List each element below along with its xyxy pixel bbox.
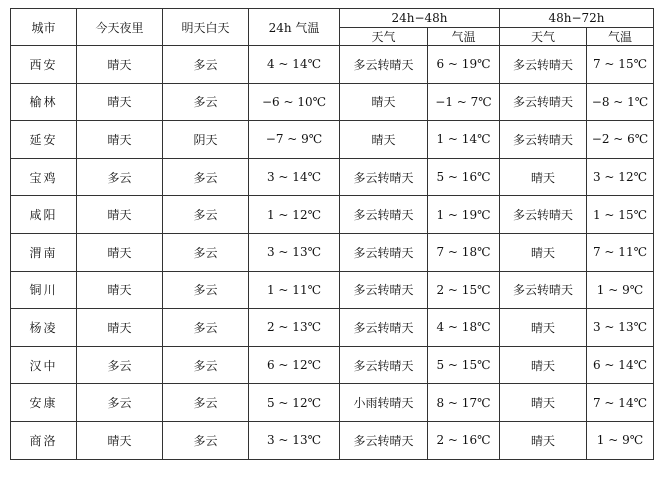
cell-temp-72h: 1 ~ 9℃	[587, 271, 654, 309]
cell-temp-24h: 2 ~ 13℃	[249, 309, 340, 347]
cell-city: 延安	[11, 121, 77, 159]
cell-weather-72h: 晴天	[500, 384, 587, 422]
table-row	[11, 158, 654, 196]
cell-tonight: 晴天	[77, 233, 163, 271]
cell-temp-48h: 4 ~ 18℃	[428, 309, 500, 347]
cell-tomorrow-day: 多云	[163, 196, 249, 234]
table-row	[11, 271, 654, 309]
header-tomorrow-day: 明天白天	[163, 9, 249, 46]
cell-tomorrow-day: 多云	[163, 233, 249, 271]
cell-tomorrow-day: 多云	[163, 158, 249, 196]
cell-weather-48h: 多云转晴天	[340, 309, 428, 347]
cell-tomorrow-day: 多云	[163, 83, 249, 121]
table-row	[11, 83, 654, 121]
cell-weather-72h: 晴天	[500, 421, 587, 459]
cell-tomorrow-day: 多云	[163, 46, 249, 84]
cell-weather-72h: 多云转晴天	[500, 83, 587, 121]
header-period-48h: 24h−48h	[340, 9, 500, 28]
cell-temp-24h: −6 ~ 10℃	[249, 83, 340, 121]
cell-weather-48h: 多云转晴天	[340, 158, 428, 196]
cell-weather-48h: 多云转晴天	[340, 346, 428, 384]
cell-temp-48h: 6 ~ 19℃	[428, 46, 500, 84]
cell-tonight: 晴天	[77, 271, 163, 309]
cell-temp-48h: 5 ~ 15℃	[428, 346, 500, 384]
cell-city: 榆林	[11, 83, 77, 121]
cell-weather-48h: 多云转晴天	[340, 196, 428, 234]
cell-weather-72h: 晴天	[500, 346, 587, 384]
cell-temp-48h: 2 ~ 16℃	[428, 421, 500, 459]
cell-tonight: 晴天	[77, 421, 163, 459]
cell-tonight: 晴天	[77, 309, 163, 347]
cell-temp-24h: 4 ~ 14℃	[249, 46, 340, 84]
cell-temp-72h: 1 ~ 9℃	[587, 421, 654, 459]
cell-temp-48h: 7 ~ 18℃	[428, 233, 500, 271]
cell-tonight: 晴天	[77, 46, 163, 84]
cell-weather-72h: 多云转晴天	[500, 271, 587, 309]
cell-city: 商洛	[11, 421, 77, 459]
table-row	[11, 384, 654, 422]
cell-temp-24h: 1 ~ 11℃	[249, 271, 340, 309]
cell-city: 汉中	[11, 346, 77, 384]
cell-weather-48h: 小雨转晴天	[340, 384, 428, 422]
header-weather-48h: 天气	[340, 28, 428, 46]
cell-city: 咸阳	[11, 196, 77, 234]
cell-weather-48h: 多云转晴天	[340, 233, 428, 271]
cell-tomorrow-day: 多云	[163, 421, 249, 459]
table-row	[11, 421, 654, 459]
cell-city: 安康	[11, 384, 77, 422]
cell-temp-48h: 5 ~ 16℃	[428, 158, 500, 196]
header-temp-48h: 气温	[428, 28, 500, 46]
cell-weather-48h: 多云转晴天	[340, 271, 428, 309]
cell-temp-48h: 1 ~ 19℃	[428, 196, 500, 234]
cell-weather-72h: 晴天	[500, 309, 587, 347]
table-row	[11, 196, 654, 234]
cell-weather-72h: 多云转晴天	[500, 121, 587, 159]
cell-temp-72h: −8 ~ 1℃	[587, 83, 654, 121]
cell-weather-48h: 晴天	[340, 83, 428, 121]
cell-weather-72h: 多云转晴天	[500, 196, 587, 234]
table-row	[11, 121, 654, 159]
cell-tomorrow-day: 多云	[163, 346, 249, 384]
cell-temp-24h: 3 ~ 14℃	[249, 158, 340, 196]
cell-weather-48h: 多云转晴天	[340, 46, 428, 84]
cell-city: 铜川	[11, 271, 77, 309]
table-row	[11, 309, 654, 347]
cell-temp-24h: 3 ~ 13℃	[249, 233, 340, 271]
cell-tonight: 晴天	[77, 83, 163, 121]
cell-temp-24h: 5 ~ 12℃	[249, 384, 340, 422]
header-temp-24h: 24h 气温	[249, 9, 340, 46]
table-row	[11, 346, 654, 384]
cell-temp-72h: −2 ~ 6℃	[587, 121, 654, 159]
cell-tonight: 晴天	[77, 196, 163, 234]
cell-tomorrow-day: 多云	[163, 384, 249, 422]
cell-temp-72h: 1 ~ 15℃	[587, 196, 654, 234]
header-city: 城市	[11, 9, 77, 46]
header-tonight: 今天夜里	[77, 9, 163, 46]
cell-temp-72h: 3 ~ 13℃	[587, 309, 654, 347]
cell-weather-72h: 晴天	[500, 233, 587, 271]
header-period-72h: 48h−72h	[500, 9, 654, 28]
header-temp-72h: 气温	[587, 28, 654, 46]
cell-temp-24h: 6 ~ 12℃	[249, 346, 340, 384]
cell-temp-48h: 2 ~ 15℃	[428, 271, 500, 309]
table-header	[11, 9, 654, 46]
table-row	[11, 233, 654, 271]
cell-temp-72h: 7 ~ 11℃	[587, 233, 654, 271]
cell-city: 渭南	[11, 233, 77, 271]
header-weather-72h: 天气	[500, 28, 587, 46]
cell-tomorrow-day: 多云	[163, 271, 249, 309]
cell-temp-72h: 6 ~ 14℃	[587, 346, 654, 384]
cell-temp-24h: 3 ~ 13℃	[249, 421, 340, 459]
cell-tonight: 多云	[77, 158, 163, 196]
cell-weather-48h: 晴天	[340, 121, 428, 159]
cell-weather-72h: 多云转晴天	[500, 46, 587, 84]
cell-city: 宝鸡	[11, 158, 77, 196]
table-body	[11, 46, 654, 460]
cell-tonight: 多云	[77, 346, 163, 384]
cell-city: 西安	[11, 46, 77, 84]
cell-temp-48h: 1 ~ 14℃	[428, 121, 500, 159]
cell-temp-72h: 7 ~ 14℃	[587, 384, 654, 422]
table-row	[11, 46, 654, 84]
cell-temp-72h: 7 ~ 15℃	[587, 46, 654, 84]
cell-temp-48h: −1 ~ 7℃	[428, 83, 500, 121]
cell-tomorrow-day: 阴天	[163, 121, 249, 159]
cell-tomorrow-day: 多云	[163, 309, 249, 347]
cell-city: 杨凌	[11, 309, 77, 347]
cell-temp-48h: 8 ~ 17℃	[428, 384, 500, 422]
forecast-table	[10, 8, 654, 460]
cell-weather-48h: 多云转晴天	[340, 421, 428, 459]
cell-temp-24h: 1 ~ 12℃	[249, 196, 340, 234]
cell-tonight: 晴天	[77, 121, 163, 159]
cell-weather-72h: 晴天	[500, 158, 587, 196]
cell-temp-24h: −7 ~ 9℃	[249, 121, 340, 159]
cell-tonight: 多云	[77, 384, 163, 422]
cell-temp-72h: 3 ~ 12℃	[587, 158, 654, 196]
